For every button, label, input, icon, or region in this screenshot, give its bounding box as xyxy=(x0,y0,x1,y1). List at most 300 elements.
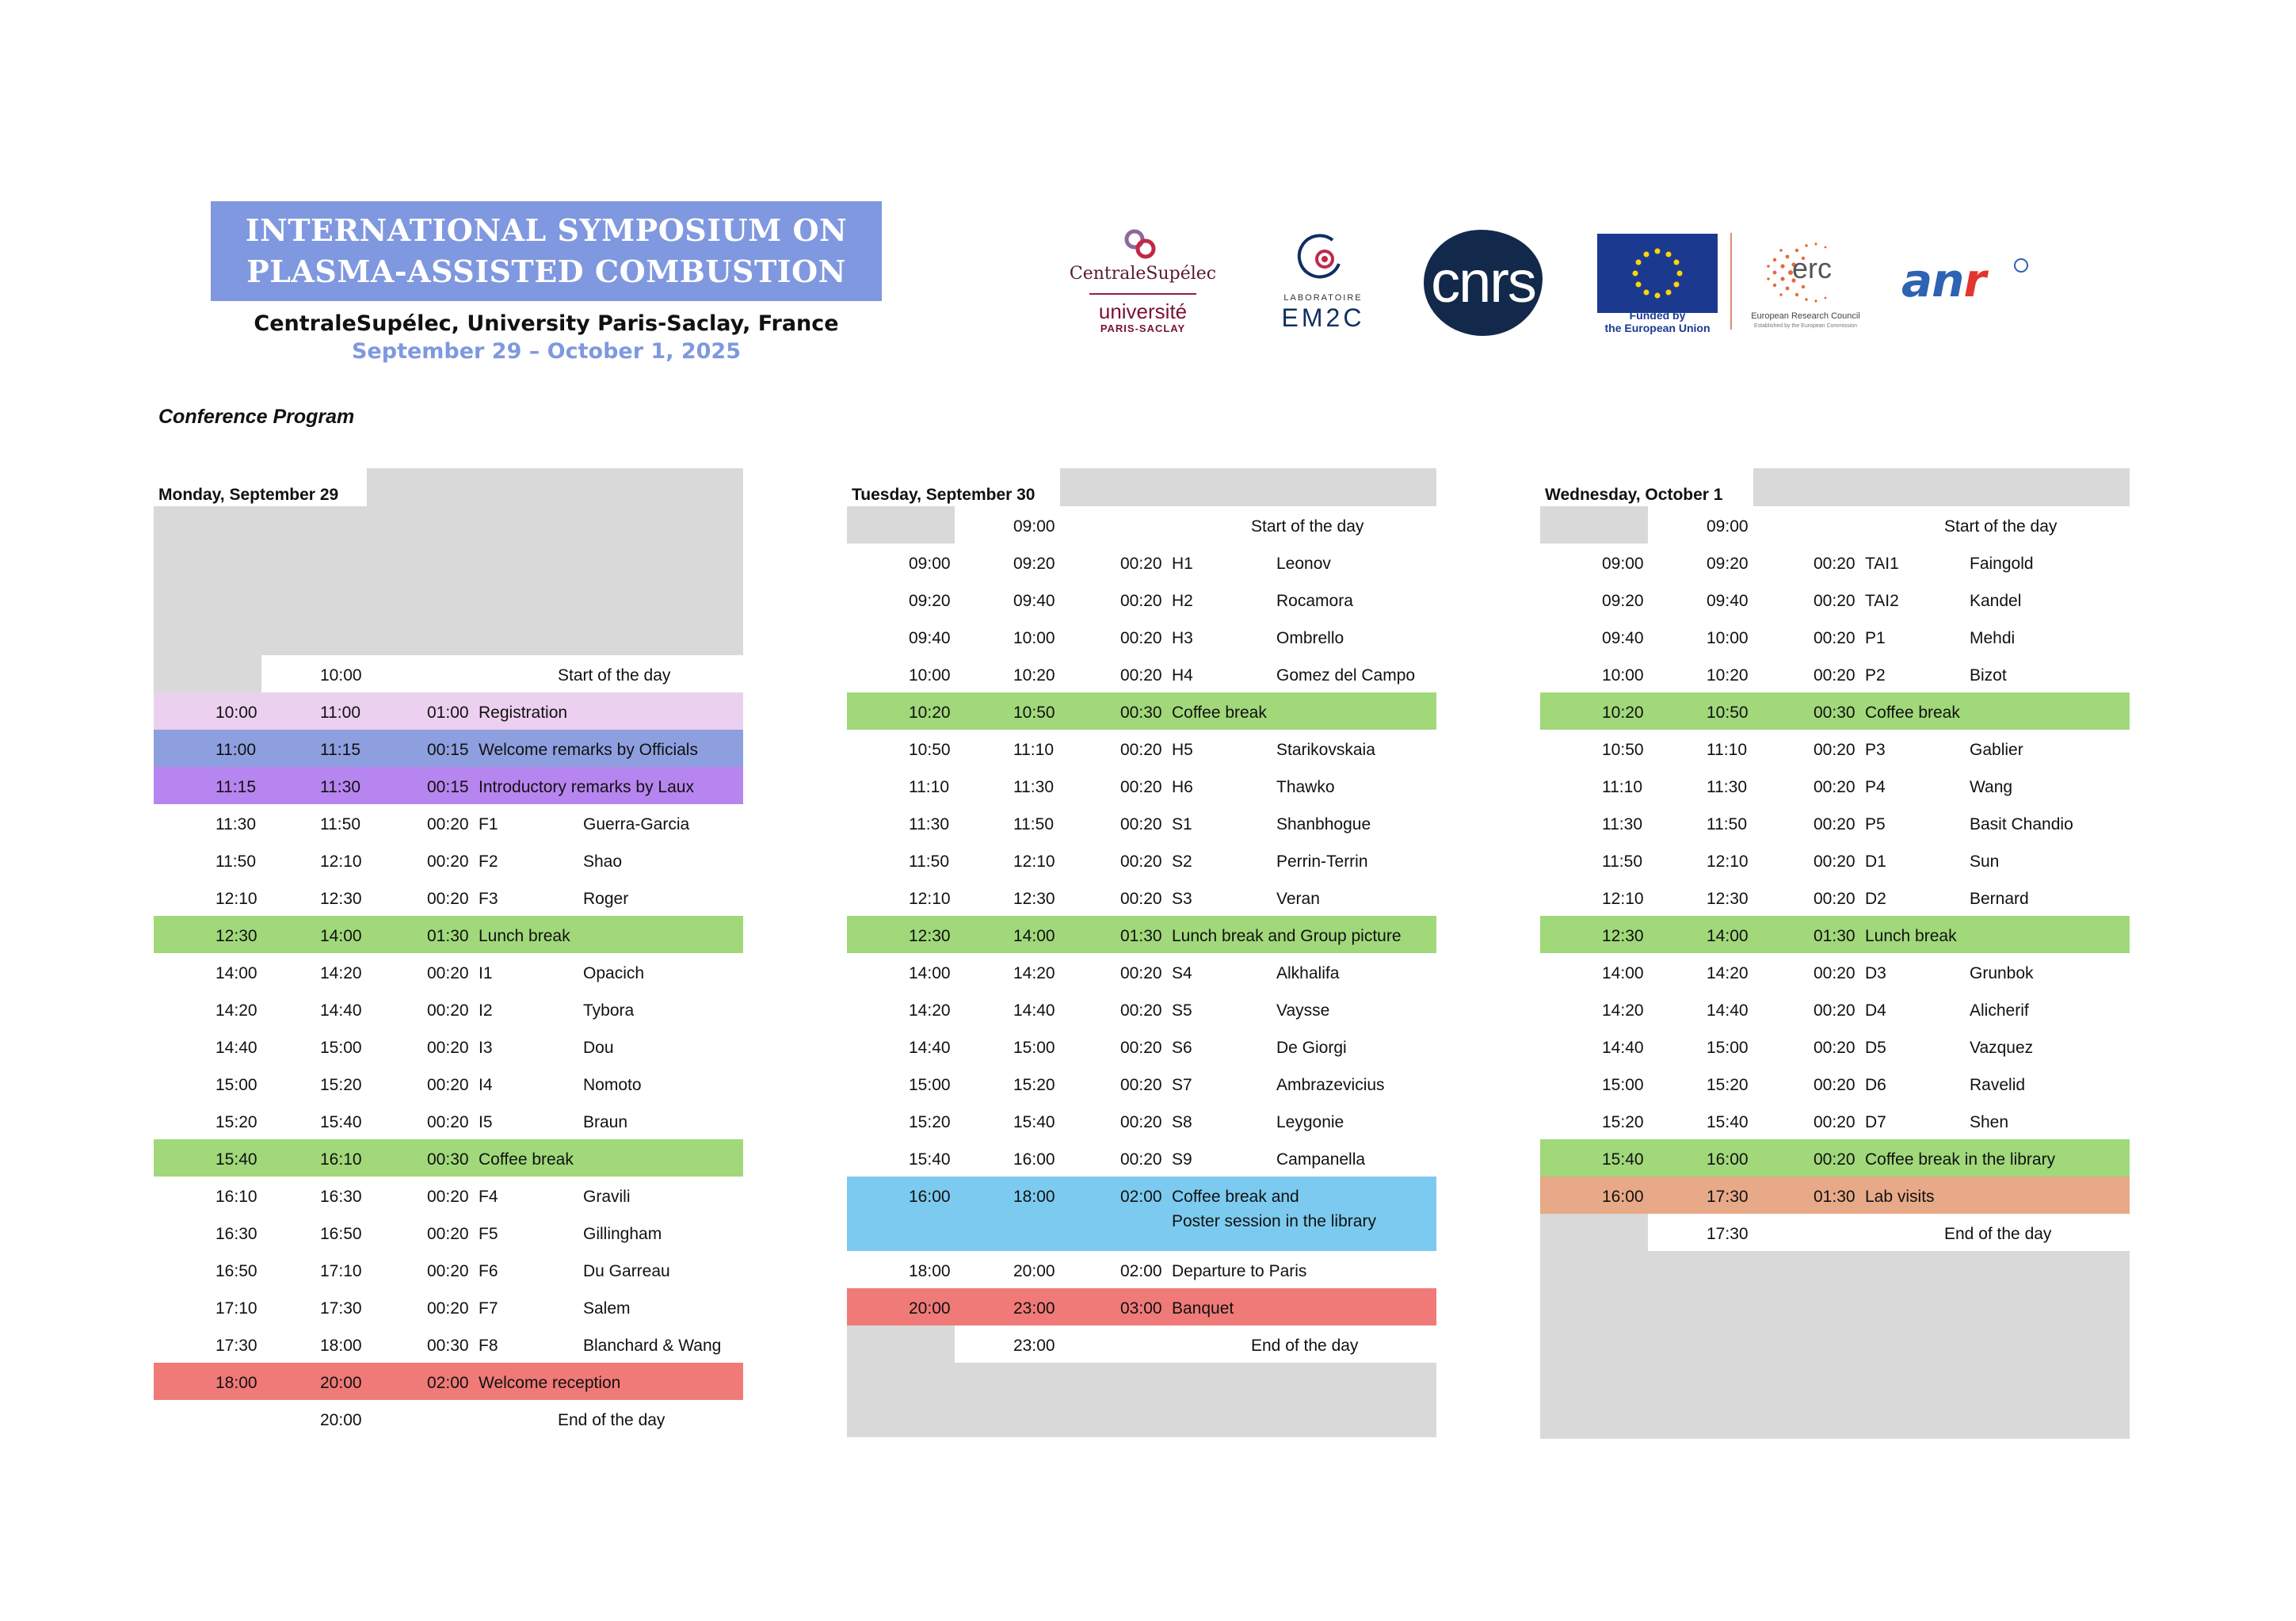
duration: 00:20 xyxy=(1814,815,1855,833)
speaker: Thawko xyxy=(1276,778,1335,796)
end-time: 11:30 xyxy=(1013,778,1054,796)
duration: 00:20 xyxy=(1120,890,1162,908)
duration: 00:20 xyxy=(1120,1076,1162,1094)
speaker: Braun xyxy=(583,1113,628,1131)
start-time: 10:00 xyxy=(909,666,951,685)
eu-funding-caption: Funded by the European Union xyxy=(1604,309,1711,334)
day-header-bar xyxy=(1753,468,2130,506)
start-time: 16:10 xyxy=(215,1188,257,1206)
talk-code: S5 xyxy=(1172,1001,1192,1020)
dates-line: September 29 – October 1, 2025 xyxy=(351,339,742,364)
schedule-row xyxy=(1540,618,2130,655)
duration: 00:20 xyxy=(1120,555,1162,573)
schedule-row xyxy=(1540,1102,2130,1139)
speaker: Gravili xyxy=(583,1188,631,1206)
event-label: Lunch break xyxy=(1865,927,1957,945)
schedule-row xyxy=(154,1251,743,1288)
end-time: 16:00 xyxy=(1013,1150,1055,1169)
end-time: 14:00 xyxy=(1707,927,1749,945)
schedule-row xyxy=(847,953,1436,990)
duration: 00:20 xyxy=(1814,890,1855,908)
duration: 00:20 xyxy=(1120,1113,1162,1131)
end-time: 14:20 xyxy=(1013,964,1055,982)
duration: 00:20 xyxy=(1120,666,1162,685)
start-time: 12:30 xyxy=(1602,927,1644,945)
schedule-row xyxy=(847,1177,1436,1251)
start-time: 10:20 xyxy=(909,704,951,722)
end-time: 10:20 xyxy=(1707,666,1749,685)
schedule-row xyxy=(847,767,1436,804)
duration: 00:15 xyxy=(427,741,469,759)
talk-code: P4 xyxy=(1865,778,1886,796)
end-time: 14:20 xyxy=(320,964,362,982)
end-time: 10:50 xyxy=(1707,704,1749,722)
talk-code: P2 xyxy=(1865,666,1886,685)
schedule-row xyxy=(154,916,743,953)
schedule-row xyxy=(154,730,743,767)
talk-code: S4 xyxy=(1172,964,1192,982)
event-label: Introductory remarks by Laux xyxy=(479,778,694,796)
end-of-day-row xyxy=(154,1400,743,1437)
start-time: 17:30 xyxy=(215,1337,257,1355)
event-label: Welcome remarks by Officials xyxy=(479,741,698,759)
time: 09:00 xyxy=(1707,517,1749,536)
schedule-row xyxy=(847,1139,1436,1177)
start-time: 12:30 xyxy=(909,927,951,945)
start-of-day-row xyxy=(1540,506,2130,544)
start-time: 16:30 xyxy=(215,1225,257,1243)
schedule-row xyxy=(847,1065,1436,1102)
duration: 00:20 xyxy=(1120,778,1162,796)
start-time: 09:40 xyxy=(1602,629,1644,647)
speaker: Blanchard & Wang xyxy=(583,1337,722,1355)
event-label: Coffee break xyxy=(1865,704,1960,722)
schedule-row xyxy=(847,618,1436,655)
time: 23:00 xyxy=(1013,1337,1055,1355)
schedule-row xyxy=(847,841,1436,879)
talk-code: P3 xyxy=(1865,741,1886,759)
end-time: 14:40 xyxy=(320,1001,362,1020)
speaker: Ambrazevicius xyxy=(1276,1076,1385,1094)
start-time: 11:15 xyxy=(215,778,256,796)
schedule-row xyxy=(847,879,1436,916)
duration: 03:00 xyxy=(1120,1299,1162,1318)
schedule-row xyxy=(1540,804,2130,841)
schedule-row xyxy=(154,879,743,916)
speaker: Alicherif xyxy=(1970,1001,2029,1020)
speaker: Mehdi xyxy=(1970,629,2016,647)
schedule-row xyxy=(1540,990,2130,1028)
start-time: 15:20 xyxy=(215,1113,257,1131)
talk-code: F6 xyxy=(479,1262,498,1280)
talk-code: H1 xyxy=(1172,555,1193,573)
schedule-row xyxy=(1540,767,2130,804)
duration: 00:20 xyxy=(427,1039,469,1057)
schedule-row xyxy=(847,990,1436,1028)
em2c-laboratoire-text: LABORATOIRE xyxy=(1283,293,1363,303)
speaker: Shanbhogue xyxy=(1276,815,1371,833)
speaker: Wang xyxy=(1970,778,2013,796)
day-header-bar xyxy=(1060,468,1436,506)
event-label-2: Poster session in the library xyxy=(1172,1212,1376,1230)
schedule-row xyxy=(1540,1028,2130,1065)
venue-line: CentraleSupélec, University Paris-Saclay, France xyxy=(254,311,839,336)
start-time: 12:30 xyxy=(215,927,257,945)
paris-saclay-logo-text: PARIS-SACLAY xyxy=(1100,322,1186,334)
end-time: 11:10 xyxy=(1013,741,1054,759)
start-time: 11:50 xyxy=(1602,852,1642,871)
duration: 00:20 xyxy=(1814,1113,1855,1131)
start-time: 15:00 xyxy=(909,1076,951,1094)
speaker: Du Garreau xyxy=(583,1262,670,1280)
duration: 01:00 xyxy=(427,704,469,722)
schedule-row xyxy=(1540,1177,2130,1214)
start-time: 11:30 xyxy=(215,815,256,833)
duration: 00:20 xyxy=(1120,629,1162,647)
duration: 01:30 xyxy=(427,927,469,945)
centralesupelec-logo-icon xyxy=(1117,228,1165,263)
talk-code: D3 xyxy=(1865,964,1886,982)
schedule-row xyxy=(1540,841,2130,879)
start-time: 12:10 xyxy=(909,890,951,908)
end-time: 15:20 xyxy=(1013,1076,1055,1094)
schedule-row xyxy=(1540,544,2130,581)
speaker: Tybora xyxy=(583,1001,635,1020)
end-time: 14:40 xyxy=(1013,1001,1055,1020)
end-time: 11:50 xyxy=(1013,815,1054,833)
erc-name-text: European Research Council xyxy=(1751,311,1860,321)
talk-code: F4 xyxy=(479,1188,498,1206)
duration: 00:20 xyxy=(1814,1039,1855,1057)
day-header xyxy=(847,468,1436,506)
duration: 00:20 xyxy=(427,1299,469,1318)
end-time: 12:30 xyxy=(320,890,362,908)
end-time: 14:20 xyxy=(1707,964,1749,982)
end-time: 11:15 xyxy=(320,741,360,759)
empty-cell xyxy=(154,655,261,692)
duration: 00:30 xyxy=(1814,704,1855,722)
speaker: Salem xyxy=(583,1299,631,1318)
start-time: 14:00 xyxy=(909,964,951,982)
schedule-row xyxy=(154,1139,743,1177)
empty-block xyxy=(1540,1251,2130,1439)
talk-code: D4 xyxy=(1865,1001,1886,1020)
speaker: Sun xyxy=(1970,852,2000,871)
duration: 02:00 xyxy=(1120,1262,1162,1280)
schedule-row xyxy=(1540,581,2130,618)
end-time: 09:40 xyxy=(1707,592,1749,610)
end-time: 15:00 xyxy=(1013,1039,1055,1057)
speaker: Starikovskaia xyxy=(1276,741,1375,759)
event-label: Lunch break xyxy=(479,927,570,945)
speaker: Rocamora xyxy=(1276,592,1353,610)
day-header xyxy=(154,468,743,506)
schedule-row xyxy=(154,1363,743,1400)
label: End of the day xyxy=(1251,1337,1359,1355)
end-time: 23:00 xyxy=(1013,1299,1055,1318)
duration: 00:20 xyxy=(427,1188,469,1206)
duration: 00:30 xyxy=(427,1337,469,1355)
end-time: 16:50 xyxy=(320,1225,362,1243)
start-time: 16:00 xyxy=(909,1188,951,1206)
empty-cell xyxy=(1540,506,1648,544)
speaker: Ombrello xyxy=(1276,629,1344,647)
start-time: 14:00 xyxy=(1602,964,1644,982)
talk-code: H3 xyxy=(1172,629,1193,647)
end-time: 18:00 xyxy=(1013,1188,1055,1206)
anr-logo: anr xyxy=(1901,254,1986,307)
schedule-row xyxy=(1540,655,2130,692)
talk-code: F5 xyxy=(479,1225,498,1243)
universite-logo-text: université xyxy=(1098,299,1188,323)
end-time: 12:10 xyxy=(320,852,362,871)
schedule-row xyxy=(847,581,1436,618)
start-time: 10:50 xyxy=(909,741,951,759)
label: Start of the day xyxy=(1944,517,2058,536)
talk-code: S3 xyxy=(1172,890,1192,908)
start-time: 17:10 xyxy=(215,1299,257,1318)
end-time: 14:00 xyxy=(1013,927,1055,945)
talk-code: TAI1 xyxy=(1865,555,1899,573)
end-time: 09:20 xyxy=(1707,555,1749,573)
speaker: Perrin-Terrin xyxy=(1276,852,1368,871)
centralesupelec-logo-text: CentraleSupélec xyxy=(1069,264,1217,284)
start-time: 15:40 xyxy=(909,1150,951,1169)
start-time: 09:00 xyxy=(1602,555,1644,573)
speaker: Bizot xyxy=(1970,666,2007,685)
event-label: Banquet xyxy=(1172,1299,1234,1318)
end-time: 15:00 xyxy=(1707,1039,1749,1057)
duration: 00:20 xyxy=(1814,666,1855,685)
start-time: 15:00 xyxy=(215,1076,257,1094)
anr-registered-icon xyxy=(2014,258,2028,273)
duration: 00:20 xyxy=(427,890,469,908)
speaker: Opacich xyxy=(583,964,645,982)
talk-code: S1 xyxy=(1172,815,1192,833)
end-time: 17:10 xyxy=(320,1262,362,1280)
talk-code: F7 xyxy=(479,1299,498,1318)
end-time: 11:50 xyxy=(320,815,360,833)
start-time: 15:20 xyxy=(1602,1113,1644,1131)
end-time: 12:10 xyxy=(1013,852,1055,871)
end-time: 16:30 xyxy=(320,1188,362,1206)
start-time: 14:20 xyxy=(909,1001,951,1020)
schedule-row xyxy=(154,1065,743,1102)
talk-code: S6 xyxy=(1172,1039,1192,1057)
speaker: Bernard xyxy=(1970,890,2029,908)
schedule-row xyxy=(1540,692,2130,730)
start-time: 15:40 xyxy=(215,1150,257,1169)
end-time: 12:30 xyxy=(1013,890,1055,908)
schedule-row xyxy=(154,1288,743,1325)
talk-code: I5 xyxy=(479,1113,493,1131)
time: 09:00 xyxy=(1013,517,1055,536)
start-time: 14:20 xyxy=(215,1001,257,1020)
day-column-wednesday xyxy=(1540,468,2130,1439)
talk-code: D6 xyxy=(1865,1076,1886,1094)
speaker: Shao xyxy=(583,852,623,871)
end-time: 14:00 xyxy=(320,927,362,945)
start-time: 09:00 xyxy=(909,555,951,573)
talk-code: F8 xyxy=(479,1337,498,1355)
empty-cell xyxy=(847,1325,955,1363)
start-time: 10:50 xyxy=(1602,741,1644,759)
duration: 00:20 xyxy=(427,1001,469,1020)
end-time: 10:00 xyxy=(1013,629,1055,647)
end-time: 15:40 xyxy=(1707,1113,1749,1131)
speaker: Ravelid xyxy=(1970,1076,2026,1094)
schedule-row xyxy=(847,804,1436,841)
talk-code: D2 xyxy=(1865,890,1886,908)
label: Start of the day xyxy=(558,666,671,685)
event-label: Coffee break and xyxy=(1172,1188,1299,1206)
duration: 00:20 xyxy=(1814,852,1855,871)
start-time: 16:00 xyxy=(1602,1188,1644,1206)
label: End of the day xyxy=(558,1411,666,1429)
start-time: 12:10 xyxy=(1602,890,1644,908)
schedule-row xyxy=(154,767,743,804)
program-title: Conference Program xyxy=(158,406,355,428)
duration: 00:20 xyxy=(1120,1001,1162,1020)
end-time: 17:30 xyxy=(1707,1188,1749,1206)
speaker: Gablier xyxy=(1970,741,2023,759)
speaker: Guerra-Garcia xyxy=(583,815,690,833)
talk-code: S7 xyxy=(1172,1076,1192,1094)
duration: 00:20 xyxy=(1120,741,1162,759)
duration: 00:20 xyxy=(1120,1039,1162,1057)
talk-code: I4 xyxy=(479,1076,493,1094)
duration: 00:20 xyxy=(427,964,469,982)
duration: 00:20 xyxy=(1814,592,1855,610)
speaker: Vaysse xyxy=(1276,1001,1330,1020)
schedule-row xyxy=(154,1028,743,1065)
schedule-row xyxy=(154,1214,743,1251)
duration: 00:20 xyxy=(427,852,469,871)
event-label: Coffee break xyxy=(479,1150,574,1169)
start-time: 09:40 xyxy=(909,629,951,647)
end-time: 15:40 xyxy=(1013,1113,1055,1131)
speaker: Roger xyxy=(583,890,629,908)
start-time: 14:40 xyxy=(909,1039,951,1057)
event-label: Welcome reception xyxy=(479,1374,621,1392)
end-time: 16:00 xyxy=(1707,1150,1749,1169)
start-time: 12:10 xyxy=(215,890,257,908)
start-time: 09:20 xyxy=(909,592,951,610)
day-column-tuesday xyxy=(847,468,1436,1437)
start-time: 20:00 xyxy=(909,1299,951,1318)
schedule-row xyxy=(154,1102,743,1139)
end-time: 11:00 xyxy=(320,704,360,722)
duration: 01:30 xyxy=(1120,927,1162,945)
schedule-row xyxy=(1540,916,2130,953)
start-time: 11:50 xyxy=(215,852,256,871)
duration: 00:20 xyxy=(1814,1150,1855,1169)
end-time: 12:30 xyxy=(1707,890,1749,908)
schedule-row xyxy=(847,692,1436,730)
talk-code: S8 xyxy=(1172,1113,1192,1131)
end-time: 10:50 xyxy=(1013,704,1055,722)
talk-code: S2 xyxy=(1172,852,1192,871)
duration: 00:20 xyxy=(1120,815,1162,833)
end-time: 10:20 xyxy=(1013,666,1055,685)
end-time: 20:00 xyxy=(1013,1262,1055,1280)
start-of-day-row xyxy=(847,506,1436,544)
start-time: 14:00 xyxy=(215,964,257,982)
event-label: Coffee break xyxy=(1172,704,1267,722)
erc-logo-text: erc xyxy=(1792,252,1833,284)
start-time: 10:00 xyxy=(215,704,257,722)
start-time: 15:40 xyxy=(1602,1150,1644,1169)
talk-code: D7 xyxy=(1865,1113,1886,1131)
schedule-row xyxy=(847,544,1436,581)
speaker: Vazquez xyxy=(1970,1039,2034,1057)
speaker: Campanella xyxy=(1276,1150,1366,1169)
start-time: 14:40 xyxy=(1602,1039,1644,1057)
duration: 00:20 xyxy=(427,1262,469,1280)
end-time: 16:10 xyxy=(320,1150,362,1169)
erc-subtitle-text: Established by the European Commission xyxy=(1754,323,1857,329)
duration: 00:20 xyxy=(1120,592,1162,610)
schedule-row xyxy=(154,1325,743,1363)
talk-code: H4 xyxy=(1172,666,1193,685)
schedule-row xyxy=(847,916,1436,953)
start-time: 11:30 xyxy=(1602,815,1642,833)
schedule-row xyxy=(154,990,743,1028)
start-time: 09:20 xyxy=(1602,592,1644,610)
eu-flag-icon xyxy=(1597,234,1718,313)
end-time: 11:30 xyxy=(1707,778,1747,796)
schedule-row xyxy=(154,841,743,879)
talk-code: D1 xyxy=(1865,852,1886,871)
eu-erc-divider xyxy=(1730,233,1732,330)
event-label: Lab visits xyxy=(1865,1188,1935,1206)
end-time: 20:00 xyxy=(320,1374,362,1392)
event-label: Registration xyxy=(479,704,568,722)
duration: 00:20 xyxy=(1814,1076,1855,1094)
duration: 00:20 xyxy=(1120,1150,1162,1169)
start-time: 14:40 xyxy=(215,1039,257,1057)
start-time: 11:30 xyxy=(909,815,949,833)
schedule-row xyxy=(847,1028,1436,1065)
speaker: De Giorgi xyxy=(1276,1039,1347,1057)
duration: 00:20 xyxy=(1814,555,1855,573)
end-time: 10:00 xyxy=(1707,629,1749,647)
speaker: Nomoto xyxy=(583,1076,642,1094)
end-time: 15:40 xyxy=(320,1113,362,1131)
duration: 00:20 xyxy=(427,1113,469,1131)
talk-code: H2 xyxy=(1172,592,1193,610)
empty-cell xyxy=(847,506,955,544)
empty-block xyxy=(847,1363,1436,1437)
start-time: 18:00 xyxy=(909,1262,951,1280)
speaker: Grunbok xyxy=(1970,964,2034,982)
talk-code: F2 xyxy=(479,852,498,871)
time: 20:00 xyxy=(320,1411,362,1429)
schedule-row xyxy=(154,692,743,730)
logo-divider xyxy=(1089,293,1196,295)
empty-block xyxy=(154,506,743,655)
duration: 02:00 xyxy=(427,1374,469,1392)
end-of-day-row xyxy=(1540,1214,2130,1251)
end-time: 14:40 xyxy=(1707,1001,1749,1020)
start-time: 16:50 xyxy=(215,1262,257,1280)
speaker: Veran xyxy=(1276,890,1320,908)
duration: 00:20 xyxy=(1814,778,1855,796)
talk-code: H5 xyxy=(1172,741,1193,759)
speaker: Leonov xyxy=(1276,555,1331,573)
start-time: 10:20 xyxy=(1602,704,1644,722)
end-time: 09:20 xyxy=(1013,555,1055,573)
